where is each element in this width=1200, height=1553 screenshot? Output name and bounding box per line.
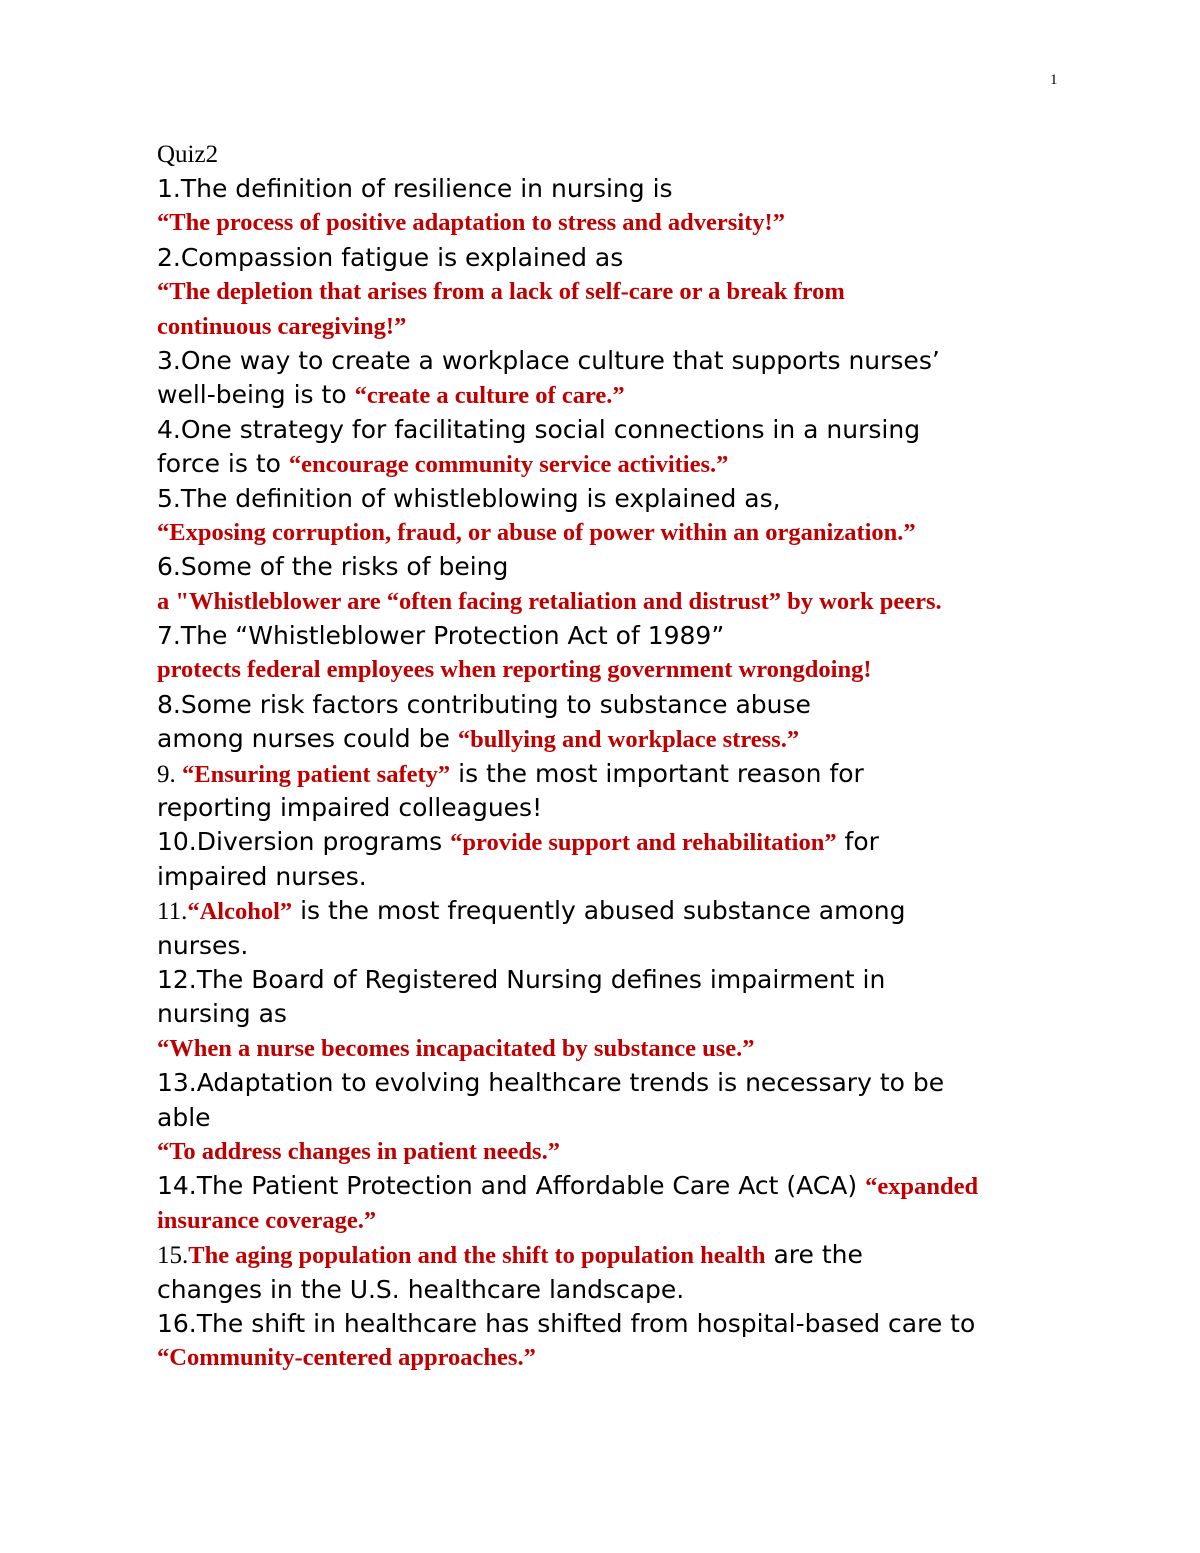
question-text: reporting impaired colleagues! (157, 793, 543, 823)
quiz-line (157, 1341, 1077, 1375)
quiz-lines (157, 172, 1077, 1376)
quiz-line (157, 585, 1077, 619)
question-text: nurses. (157, 930, 249, 960)
answer-text: “Exposing corruption, fraud, or abuse of power within an organization.” (157, 518, 916, 546)
quiz-line (157, 1135, 1077, 1169)
quiz-line (157, 1032, 1077, 1066)
quiz-line (157, 860, 1077, 894)
quiz-line (157, 929, 1077, 963)
quiz-line (157, 825, 1077, 859)
question-text: 6.Some of the risks of being (157, 552, 509, 582)
document-title: Quiz2 (157, 141, 219, 168)
answer-text: “Alcohol” (187, 898, 293, 926)
quiz-line (157, 688, 1077, 722)
answer-text: continuous caregiving!” (157, 312, 407, 340)
question-text: 1.The definition of resilience in nursing is (157, 174, 673, 203)
quiz-line (157, 516, 1077, 550)
quiz-line (157, 378, 1077, 412)
answer-text: protects federal employees when reporting government wrongdoing! (157, 656, 872, 684)
question-text: among nurses could be (157, 724, 458, 754)
answer-text: “To address changes in patient needs.” (157, 1137, 560, 1165)
answer-text: “Community-centered approaches.” (157, 1344, 536, 1372)
question-text: 4.One strategy for facilitating social connections in a nursing (157, 414, 921, 444)
question-text: 2.Compassion fatigue is explained as (157, 242, 624, 272)
question-text: nursing as (157, 999, 287, 1029)
quiz-line (157, 482, 1077, 516)
question-text: 5.The definition of whistleblowing is explained as, (157, 483, 781, 513)
question-text: 7.The “Whistleblower Protection Act of 1989” (157, 621, 725, 651)
quiz-line (157, 1066, 1077, 1100)
quiz-line (157, 653, 1077, 687)
answer-text: “When a nurse becomes incapacitated by substance use.” (157, 1034, 755, 1062)
quiz-line (157, 172, 1077, 206)
question-text: for (836, 827, 879, 857)
quiz-line (157, 1273, 1077, 1307)
document-body (157, 138, 1077, 1376)
quiz-line (157, 275, 1077, 309)
quiz-line (157, 894, 1077, 928)
quiz-line (157, 1204, 1077, 1238)
quiz-line (157, 1101, 1077, 1135)
answer-text: “provide support and rehabilitation” (450, 829, 837, 857)
quiz-line (157, 1169, 1077, 1203)
question-text: 15. (157, 1242, 189, 1270)
question-text: 3.One way to create a workplace culture that supports nurses’ (157, 345, 940, 375)
question-text: 9. (157, 760, 182, 788)
question-text: 8.Some risk factors contributing to substance abuse (157, 689, 811, 719)
page-number: 1 (1050, 72, 1058, 88)
quiz-line (157, 447, 1077, 481)
quiz-line (157, 310, 1077, 344)
question-text: well-being is to (157, 380, 355, 410)
quiz-line (157, 344, 1077, 378)
question-text: 10.Diversion programs (157, 827, 451, 857)
quiz-line (157, 413, 1077, 447)
quiz-line (157, 722, 1077, 756)
question-text: is the most important reason for (450, 758, 864, 788)
answer-text: insurance coverage.” (157, 1206, 377, 1234)
answer-text: “Ensuring patient safety” (182, 760, 451, 788)
question-text: is the most frequently abused substance among (292, 896, 906, 926)
question-text: 12.The Board of Registered Nursing defines impairment in (157, 964, 886, 994)
answer-text: “bullying and workplace stress.” (457, 726, 800, 754)
question-text: impaired nurses. (157, 861, 367, 891)
question-text: are the (765, 1240, 863, 1270)
quiz-line (157, 997, 1077, 1031)
answer-text: The aging population and the shift to population health (188, 1242, 766, 1270)
question-text: force is to (157, 449, 289, 479)
quiz-line (157, 550, 1077, 584)
question-text: 16.The shift in healthcare has shifted from hospital-based care to (157, 1308, 976, 1338)
quiz-line (157, 757, 1077, 791)
answer-text: “create a culture of care.” (354, 382, 625, 410)
question-text: 14.The Patient Protection and Affordable Care Act (ACA) (157, 1171, 866, 1201)
question-text: 11. (157, 898, 188, 926)
question-text: 13.Adaptation to evolving healthcare trends is necessary to be (157, 1068, 945, 1098)
quiz-line (157, 791, 1077, 825)
quiz-line (157, 241, 1077, 275)
answer-text: “expanded (865, 1173, 979, 1201)
question-text: able (157, 1102, 211, 1132)
quiz-line (157, 1238, 1077, 1272)
answer-text: a "Whistleblower are “often facing retaliation and distrust” by work peers. (157, 587, 942, 615)
question-text: changes in the U.S. healthcare landscape. (157, 1274, 685, 1304)
quiz-line (157, 963, 1077, 997)
quiz-line (157, 206, 1077, 240)
answer-text: “The depletion that arises from a lack of self-care or a break from (157, 278, 845, 306)
quiz-line (157, 619, 1077, 653)
quiz-line (157, 1307, 1077, 1341)
answer-text: “encourage community service activities.” (288, 451, 729, 479)
answer-text: “The process of positive adaptation to stress and adversity!” (157, 209, 785, 237)
